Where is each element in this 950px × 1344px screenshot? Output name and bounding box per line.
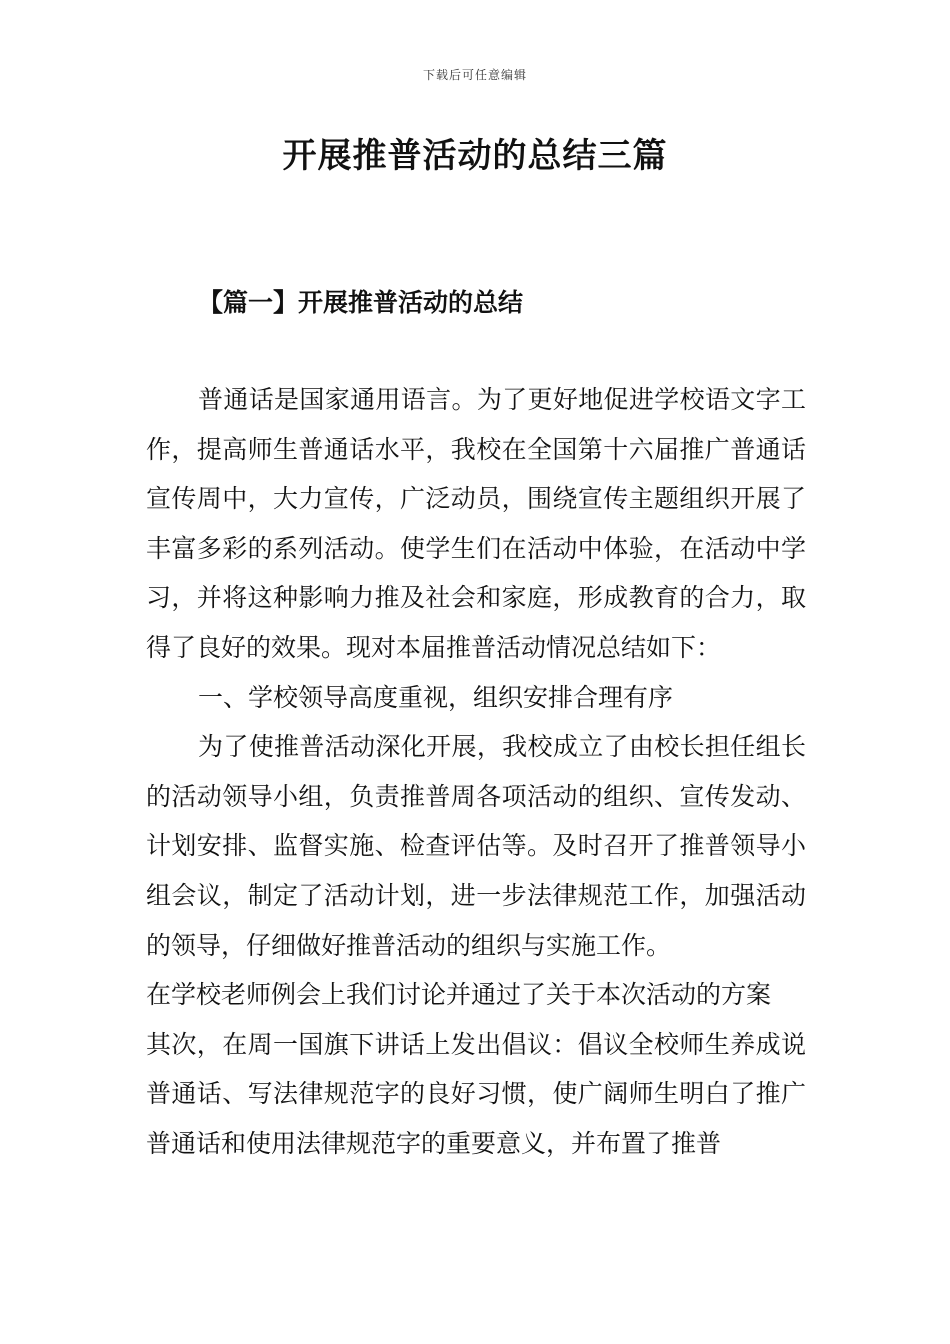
paragraph-leadership: 为了使推普活动深化开展，我校成立了由校长担任组长的活动领导小组，负责推普周各项活动的组织、宣传发动、计划安排、监督实施、检查评估等。及时召开了推普领导小组会议，制定了活动计划，进一步法律规范工作，加强活动的领导，仔细做好推普活动的组织与实施工作。 <box>146 732 806 960</box>
paragraph-intro: 普通话是国家通用语言。为了更好地促进学校语文字工作，提高师生普通话水平，我校在全国第十六届推广普通话宣传周中，大力宣传，广泛动员，围绕宣传主题组织开展了丰富多彩的系列活动。使学生们在活动中体验，在活动中学习，并将这种影响力推及社会和家庭，形成教育的合力，取得了良好的效果。现对本届推普活动情况总结如下： <box>146 385 806 662</box>
header-note: 下载后可任意编辑 <box>422 68 527 82</box>
document-body <box>146 375 806 1169</box>
subheading-leadership: 一、学校领导高度重视，组织安排合理有序 <box>198 682 674 712</box>
document-title: 开展推普活动的总结三篇 <box>282 136 668 176</box>
section-heading: 【篇一】开展推普活动的总结 <box>198 288 524 317</box>
paragraph-initiative: 其次，在周一国旗下讲话上发出倡议：倡议全校师生养成说普通话、写法律规范字的良好习惯，使广阔师生明白了推广普通话和使用法律规范字的重要意义，并布置了推普 <box>146 1029 806 1158</box>
paragraph-meeting: 在学校老师例会上我们讨论并通过了关于本次活动的方案 <box>146 980 772 1010</box>
